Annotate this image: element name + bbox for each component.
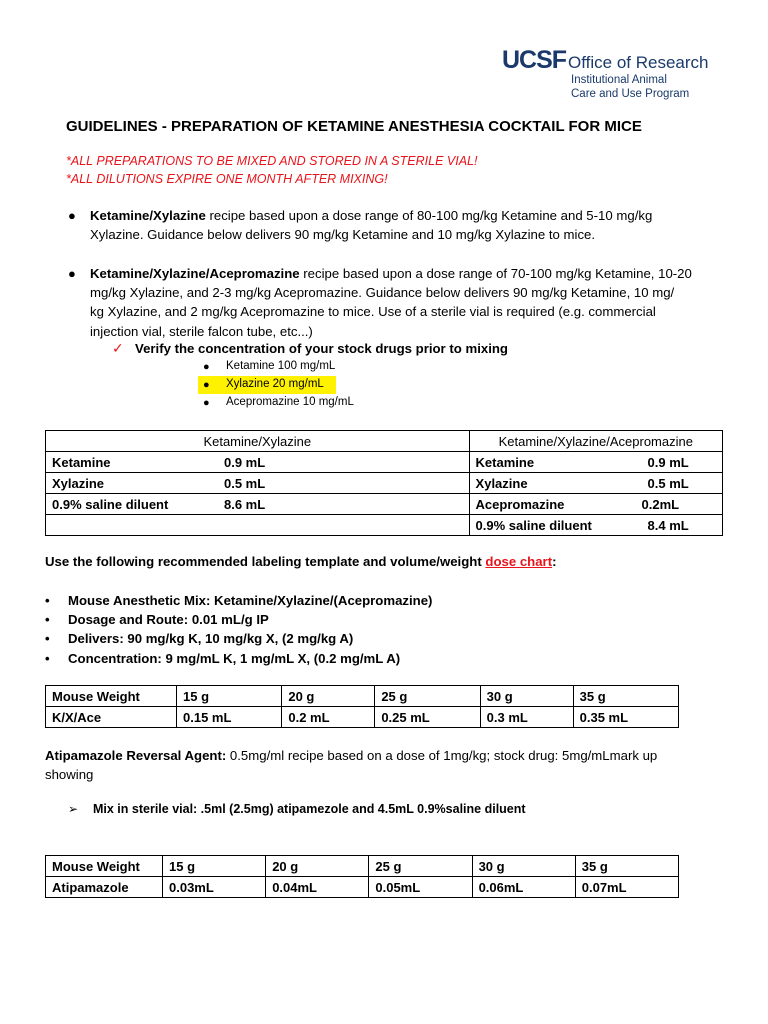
labeling-colon: : xyxy=(552,554,557,569)
list-item-text: Mouse Anesthetic Mix: Ketamine/Xylazine/(Acepromazine) xyxy=(68,593,433,608)
table-cell: 0.25 mL xyxy=(375,707,480,728)
table-cell: 0.05mL xyxy=(369,877,472,898)
table-cell: 0.9 mL xyxy=(218,452,469,473)
table-row xyxy=(46,494,723,515)
table-cell: 0.15 mL xyxy=(177,707,282,728)
table-cell: 0.3 mL xyxy=(480,707,573,728)
reversal-paragraph xyxy=(45,746,725,784)
bullet-text: Xylazine. Guidance below delivers 90 mg/kg Ketamine and 10 mg/kg Xylazine to mice. xyxy=(90,227,596,243)
list-item-text: Delivers: 90 mg/kg K, 10 mg/kg X, (2 mg/kg A) xyxy=(68,631,354,647)
table-cell: 15 g xyxy=(163,856,266,877)
table-row xyxy=(46,452,723,473)
table-cell: 0.03mL xyxy=(163,877,266,898)
logo-brand: UCSF xyxy=(502,46,567,74)
table-cell: 35 g xyxy=(575,856,678,877)
bullet-text: kg Xylazine, and 2 mg/kg Acepromazine to mice. Use of a sterile vial is required (e.g. commercial xyxy=(90,304,656,320)
table-cell: 30 g xyxy=(480,686,573,707)
table-header: Ketamine/Xylazine/Acepromazine xyxy=(469,431,722,452)
stock-acepromazine: Acepromazine 10 mg/mL xyxy=(226,396,354,408)
recipe-table xyxy=(45,430,723,536)
table-row xyxy=(46,515,723,536)
table-cell: 35 g xyxy=(573,686,678,707)
bullet-ketamine-xylazine xyxy=(90,206,730,244)
table-cell: Xylazine xyxy=(469,473,642,494)
bullet-dot: ● xyxy=(203,379,210,391)
labeling-intro-text: Use the following recommended labeling template and volume/weight xyxy=(45,554,486,569)
list-item: • Concentration: 9 mg/mL K, 1 mg/mL X, (0.2 mg/mL A) xyxy=(45,650,401,666)
verify-heading: Verify the concentration of your stock drugs prior to mixing xyxy=(135,341,508,356)
ucsf-logo xyxy=(502,46,732,104)
bullet-ketamine-xylazine-acepromazine xyxy=(90,264,730,341)
table-row xyxy=(46,856,679,877)
mix-instruction: Mix in sterile vial: .5ml (2.5mg) atipamezole and 4.5mL 0.9%saline diluent xyxy=(93,802,526,816)
note-expiry: *ALL DILUTIONS EXPIRE ONE MONTH AFTER MIXING! xyxy=(66,172,388,186)
table-cell: Acepromazine xyxy=(469,494,642,515)
reversal-text: showing xyxy=(45,767,94,782)
table-cell: Xylazine xyxy=(46,473,219,494)
table-cell: 20 g xyxy=(282,686,375,707)
dose-chart-link[interactable]: dose chart xyxy=(485,554,553,569)
table-cell xyxy=(218,515,469,536)
table-cell: 20 g xyxy=(266,856,369,877)
table-cell: 15 g xyxy=(177,686,282,707)
reversal-text: 0.5mg/ml recipe based on a dose of 1mg/kg; stock drug: 5mg/mLmark up xyxy=(226,748,658,763)
table-cell: 0.9 mL xyxy=(642,452,723,473)
table-cell: 0.5 mL xyxy=(218,473,469,494)
bullet-dot: ● xyxy=(203,361,210,373)
bullet-bold: Ketamine/Xylazine xyxy=(90,208,206,223)
table-cell: 0.9% saline diluent xyxy=(46,494,219,515)
list-item-text: Dosage and Route: 0.01 mL/g IP xyxy=(68,612,269,628)
dose-table xyxy=(45,685,679,728)
bullet-dot: ● xyxy=(203,397,210,409)
table-cell: K/X/Ace xyxy=(46,707,177,728)
table-cell: Mouse Weight xyxy=(46,856,163,877)
table-cell: 0.2mL xyxy=(642,494,723,515)
table-cell: 25 g xyxy=(369,856,472,877)
reversal-bold: Atipamazole Reversal Agent: xyxy=(45,748,227,763)
reversal-table xyxy=(45,855,679,898)
table-cell: 30 g xyxy=(472,856,575,877)
table-row xyxy=(46,473,723,494)
table-header: Ketamine/Xylazine xyxy=(46,431,470,452)
bullet-dot: ● xyxy=(68,208,76,223)
table-cell: 0.9% saline diluent xyxy=(469,515,642,536)
table-cell: 8.6 mL xyxy=(218,494,469,515)
table-cell: 0.35 mL xyxy=(573,707,678,728)
stock-ketamine: Ketamine 100 mg/mL xyxy=(226,360,336,372)
page-title: GUIDELINES - PREPARATION OF KETAMINE ANESTHESIA COCKTAIL FOR MICE xyxy=(66,118,642,135)
table-cell: Mouse Weight xyxy=(46,686,177,707)
table-cell xyxy=(46,515,219,536)
bullet-text: injection vial, sterile falcon tube, etc...) xyxy=(90,323,313,339)
table-cell: 0.07mL xyxy=(575,877,678,898)
table-cell: 8.4 mL xyxy=(642,515,723,536)
table-cell: 0.2 mL xyxy=(282,707,375,728)
list-item: • Dosage and Route: 0.01 mL/g IP xyxy=(45,612,269,628)
list-item: • Mouse Anesthetic Mix: Ketamine/Xylazine/(Acepromazine) xyxy=(45,593,433,608)
table-cell: 0.06mL xyxy=(472,877,575,898)
bullet-text: recipe based upon a dose range of 80-100 mg/kg Ketamine and 5-10 mg/kg xyxy=(205,208,653,223)
table-cell: 0.5 mL xyxy=(642,473,723,494)
labeling-intro xyxy=(45,554,557,569)
bullet-bold: Ketamine/Xylazine/Acepromazine xyxy=(90,266,300,281)
logo-office: Office of Research xyxy=(568,53,709,72)
checkmark-icon: ✓ xyxy=(112,340,124,356)
arrow-bullet-icon: ➢ xyxy=(68,802,79,816)
table-row xyxy=(46,877,679,898)
bullet-text: recipe based upon a dose range of 70-100 mg/kg Ketamine, 10-20 xyxy=(299,266,692,281)
table-cell: Ketamine xyxy=(469,452,642,473)
logo-line2: Care and Use Program xyxy=(571,88,690,100)
stock-xylazine: Xylazine 20 mg/mL xyxy=(226,378,324,390)
table-cell: Atipamazole xyxy=(46,877,163,898)
note-sterile-vial: *ALL PREPARATIONS TO BE MIXED AND STORED IN A STERILE VIAL! xyxy=(66,154,478,168)
table-cell: 25 g xyxy=(375,686,480,707)
table-row xyxy=(46,686,679,707)
labeling-list xyxy=(45,591,432,668)
logo-line1: Institutional Animal xyxy=(571,74,667,86)
list-item-text: Concentration: 9 mg/mL K, 1 mg/mL X, (0.2 mg/mL A) xyxy=(68,650,401,666)
bullet-text: mg/kg Xylazine, and 2-3 mg/kg Acepromazine. Guidance below delivers 90 mg/kg Ketamine, 10 mg/ xyxy=(90,285,675,301)
bullet-dot: ● xyxy=(68,266,76,281)
list-item: • Delivers: 90 mg/kg K, 10 mg/kg X, (2 mg/kg A) xyxy=(45,631,354,647)
table-cell: Ketamine xyxy=(46,452,219,473)
table-row xyxy=(46,707,679,728)
table-cell: 0.04mL xyxy=(266,877,369,898)
